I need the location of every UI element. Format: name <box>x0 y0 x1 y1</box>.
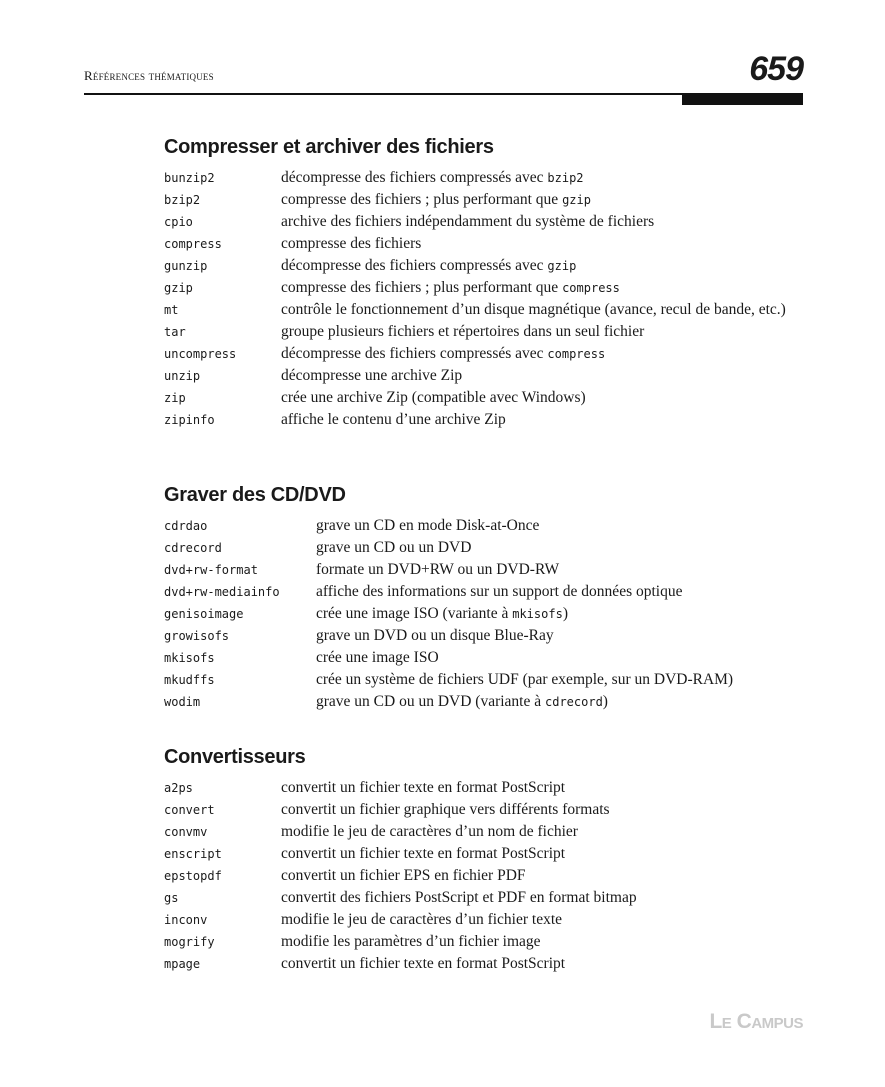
command-row <box>164 843 804 865</box>
command-row <box>164 233 804 255</box>
command-row <box>164 255 804 277</box>
command-description <box>281 365 804 387</box>
command-description <box>281 953 804 975</box>
description-text: modifie le jeu de caractères d’un fichier texte <box>281 911 563 928</box>
command-row <box>164 321 804 343</box>
command-row <box>164 865 804 887</box>
description-text: convertit un fichier graphique vers différents formats <box>281 801 610 818</box>
description-suffix: ) <box>602 693 608 710</box>
command-description <box>281 409 804 431</box>
command-row <box>164 581 804 603</box>
command-name: mkudffs <box>164 673 215 687</box>
description-text: crée une archive Zip (compatible avec Windows) <box>281 389 586 406</box>
command-description <box>316 669 804 691</box>
command-row <box>164 189 804 211</box>
description-text: décompresse des fichiers compressés avec <box>281 169 548 186</box>
description-text: grave un DVD ou un disque Blue-Ray <box>316 627 554 644</box>
command-row <box>164 777 804 799</box>
description-text: grave un CD ou un DVD <box>316 539 472 556</box>
section-burn <box>164 484 804 713</box>
command-row <box>164 887 804 909</box>
command-description <box>281 299 804 319</box>
command-name: mkisofs <box>164 651 215 665</box>
command-row <box>164 909 804 931</box>
command-name: cdrecord <box>164 541 222 555</box>
command-name: inconv <box>164 913 208 927</box>
command-description <box>281 777 804 799</box>
description-text: grave un CD ou un DVD (variante à <box>316 693 545 710</box>
command-description <box>281 233 804 255</box>
command-name: genisoimage <box>164 607 244 621</box>
command-name: wodim <box>164 695 201 709</box>
description-text: convertit un fichier texte en format PostScript <box>281 845 566 862</box>
inline-code: gzip <box>547 259 577 273</box>
command-row <box>164 537 804 559</box>
command-name: bzip2 <box>164 193 201 207</box>
running-header: Références thématiques <box>84 68 214 83</box>
command-name: gzip <box>164 281 193 295</box>
command-name: bunzip2 <box>164 171 215 185</box>
command-row <box>164 647 804 669</box>
command-description <box>281 865 804 887</box>
command-description <box>316 603 804 625</box>
command-description <box>281 189 804 211</box>
inline-code: gzip <box>562 193 591 207</box>
command-name: convmv <box>164 825 208 839</box>
command-description <box>316 537 804 559</box>
description-text: formate un DVD+RW ou un DVD-RW <box>316 561 560 578</box>
command-description <box>281 887 804 909</box>
command-description <box>281 909 804 931</box>
description-text: crée un système de fichiers UDF (par exemple, sur un DVD-RAM) <box>316 671 734 688</box>
section-heading: Compresser et archiver des fichiers <box>164 136 494 158</box>
description-text: décompresse des fichiers compressés avec <box>281 257 548 274</box>
command-row <box>164 669 804 691</box>
inline-code: cdrecord <box>545 695 603 709</box>
command-name: tar <box>164 325 186 339</box>
description-text: crée une image ISO <box>316 649 439 666</box>
command-name: growisofs <box>164 629 230 643</box>
description-text: modifie les paramètres d’un fichier image <box>281 933 541 950</box>
command-description <box>281 343 804 365</box>
command-row <box>164 387 804 409</box>
command-description <box>316 691 804 713</box>
description-text: compresse des fichiers <box>281 235 422 252</box>
command-row <box>164 277 804 299</box>
command-name: compress <box>164 237 222 251</box>
command-row <box>164 625 804 647</box>
command-name: mpage <box>164 957 201 971</box>
description-text: affiche le contenu d’une archive Zip <box>281 411 506 428</box>
command-list <box>164 777 804 975</box>
command-description <box>281 799 804 821</box>
description-suffix: ) <box>562 605 568 622</box>
command-name: mogrify <box>164 935 215 949</box>
command-description <box>281 321 804 343</box>
section-compress <box>164 136 804 431</box>
command-description <box>281 167 804 189</box>
section-heading: Graver des CD/DVD <box>164 484 346 506</box>
inline-code: compress <box>562 281 620 295</box>
description-text: archive des fichiers indépendamment du système de fichiers <box>281 213 655 230</box>
command-row <box>164 821 804 843</box>
section-converters <box>164 746 804 975</box>
command-row <box>164 211 804 233</box>
description-text: compresse des fichiers ; plus performant que <box>281 191 563 208</box>
command-row <box>164 953 804 975</box>
command-name: convert <box>164 803 215 817</box>
inline-code: mkisofs <box>512 607 563 621</box>
command-list <box>164 515 804 713</box>
command-description <box>316 559 804 581</box>
description-text: crée une image ISO (variante à <box>316 605 513 622</box>
command-description <box>316 647 804 669</box>
command-description <box>281 255 804 277</box>
command-description <box>316 515 804 537</box>
command-name: cdrdao <box>164 519 208 533</box>
description-text: décompresse des fichiers compressés avec <box>281 345 548 362</box>
description-text: modifie le jeu de caractères d’un nom de fichier <box>281 823 578 840</box>
description-text: contrôle le fonctionnement d’un disque magnétique (avance, recul de bande, etc.) <box>281 301 786 318</box>
command-description <box>281 821 804 843</box>
command-row <box>164 691 804 713</box>
command-list <box>164 167 804 431</box>
command-name: uncompress <box>164 347 237 361</box>
description-text: décompresse une archive Zip <box>281 367 463 384</box>
command-description <box>316 625 804 647</box>
command-name: gs <box>164 891 179 905</box>
command-description <box>281 277 804 299</box>
command-description <box>281 387 804 409</box>
command-name: dvd+rw-mediainfo <box>164 585 280 599</box>
command-row <box>164 515 804 537</box>
description-text: compresse des fichiers ; plus performant que <box>281 279 563 296</box>
description-text: groupe plusieurs fichiers et répertoires dans un seul fichier <box>281 323 645 340</box>
description-text: grave un CD en mode Disk-at-Once <box>316 517 540 534</box>
command-row <box>164 409 804 431</box>
publisher-logo: Le Campus <box>709 1010 803 1033</box>
command-name: dvd+rw-format <box>164 563 258 577</box>
command-description <box>281 931 804 953</box>
description-text: convertit des fichiers PostScript et PDF en format bitmap <box>281 889 637 906</box>
inline-code: compress <box>547 347 606 361</box>
command-description <box>316 581 804 603</box>
command-name: unzip <box>164 369 201 383</box>
section-heading: Convertisseurs <box>164 746 306 768</box>
command-row <box>164 365 804 387</box>
command-description <box>281 843 804 865</box>
command-description <box>281 211 804 233</box>
command-row <box>164 931 804 953</box>
command-row <box>164 603 804 625</box>
command-name: zipinfo <box>164 413 215 427</box>
command-row <box>164 343 804 365</box>
command-name: epstopdf <box>164 869 222 883</box>
description-text: convertit un fichier EPS en fichier PDF <box>281 867 526 884</box>
description-text: convertit un fichier texte en format PostScript <box>281 779 566 796</box>
command-name: enscript <box>164 847 222 861</box>
command-name: gunzip <box>164 259 208 273</box>
command-name: zip <box>164 391 186 405</box>
command-row <box>164 559 804 581</box>
description-text: convertit un fichier texte en format PostScript <box>281 955 566 972</box>
command-name: cpio <box>164 215 193 229</box>
command-row <box>164 299 804 321</box>
command-row <box>164 167 804 189</box>
header-bar <box>682 95 803 105</box>
command-name: mt <box>164 303 179 317</box>
page-number: 659 <box>749 50 803 88</box>
inline-code: bzip2 <box>547 171 584 185</box>
command-row <box>164 799 804 821</box>
command-name: a2ps <box>164 781 193 795</box>
description-text: affiche des informations sur un support de données optique <box>316 583 683 600</box>
